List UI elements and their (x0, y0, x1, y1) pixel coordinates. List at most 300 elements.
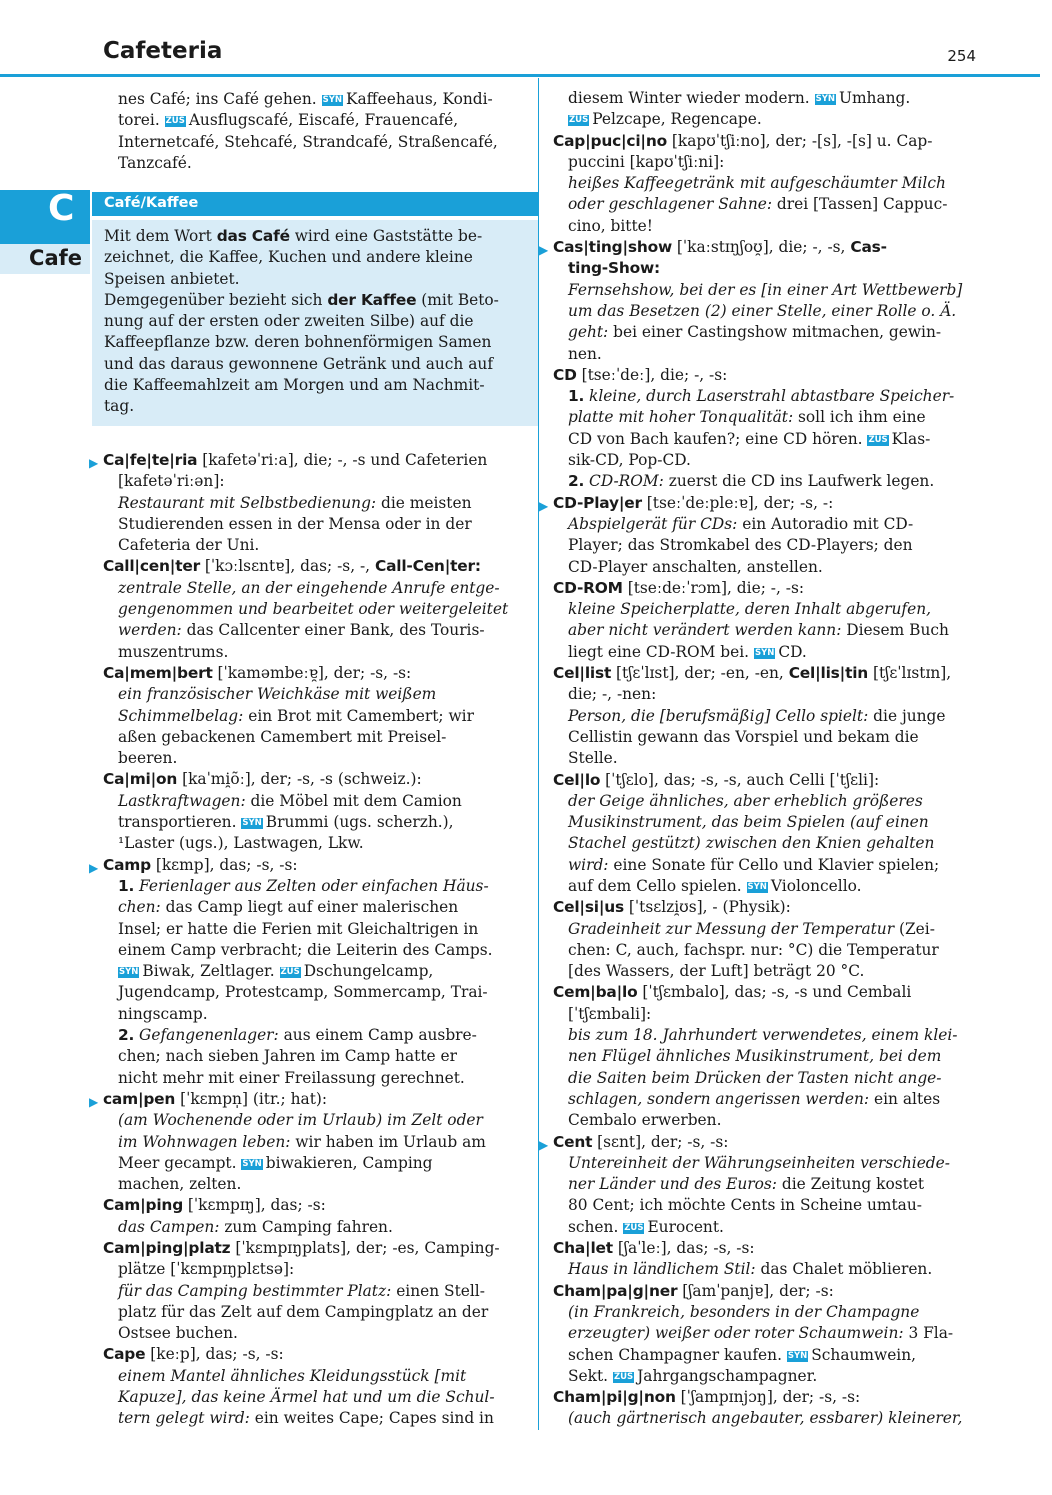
definition-text: erzeugter) weißer oder roter Schaumwein: (568, 1324, 904, 1343)
headword: Cha|let (553, 1239, 613, 1258)
entry-text: Biwak, Zeltlager. (142, 962, 280, 981)
text-line (103, 110, 513, 131)
text-line (553, 1025, 965, 1046)
info-box-text-segment: Demgegenüber bezieht sich (104, 290, 328, 309)
entry-text: Schaumwein, (811, 1345, 917, 1364)
text-line (103, 1004, 513, 1025)
definition-text: für das Camping bestimmter Platz: (118, 1281, 392, 1300)
header-rule (0, 74, 1040, 77)
text-line (539, 237, 965, 258)
entry-text: das Callcenter einer Bank, des Touris- (181, 621, 485, 640)
entry-text: [tʃɛˈlɪstɪn], (868, 664, 952, 683)
text-line (103, 1025, 513, 1046)
info-box-header (92, 192, 538, 216)
text-line (103, 1323, 513, 1344)
definition-text: platte mit hoher Tonqualität: (568, 408, 794, 427)
text-line (553, 855, 965, 876)
entry-text: puccini [kapʊˈtʃiːni]: (568, 152, 725, 171)
text-line (103, 961, 513, 982)
entry-text: Stelle. (568, 749, 618, 768)
guide-word-tab (0, 244, 90, 274)
entry-text: Insel; er hatte die Ferien mit Gleichaltrigen in (118, 919, 479, 938)
zus-badge: ZUS (280, 967, 300, 978)
text-line (553, 982, 965, 1003)
text-line (553, 344, 965, 365)
entry-text: [ˈʃampɪnjɔŋ], der; -s, -s: (675, 1388, 861, 1407)
entry-text: Cafeteria der Uni. (118, 536, 260, 555)
info-box-text-segment: wird eine Gaststätte be- (289, 227, 483, 245)
entry-arrow-icon: ▶ (89, 456, 99, 470)
text-line (103, 1132, 513, 1153)
definition-text: der Geige ähnliches, aber erheblich größeres (568, 791, 923, 810)
text-line (553, 1387, 965, 1408)
text-line (103, 1259, 513, 1280)
text-line (553, 1345, 965, 1366)
entry-text: Jugendcamp, Protestcamp, Sommercamp, Trai- (118, 983, 488, 1002)
entry-text: soll ich ihm eine (793, 408, 926, 427)
definition-text: werden: (118, 621, 182, 640)
text-line (553, 1068, 965, 1089)
definition-text: bis zum 18. Jahrhundert verwendetes, einem klei- (568, 1026, 958, 1045)
zus-badge: ZUS (868, 434, 888, 445)
entry-text: Sekt. (568, 1366, 613, 1385)
text-line (553, 1302, 965, 1323)
text-line (553, 919, 965, 940)
text-line (553, 684, 965, 705)
entry-text: die; -, -nen: (568, 685, 657, 704)
headword: 1. (118, 876, 135, 895)
text-line (553, 194, 965, 215)
text-line (553, 663, 965, 684)
text-line (553, 1408, 965, 1429)
entry-text: [ʃaˈleː], das; -s, -s: (612, 1239, 755, 1258)
entry-text: wir haben im Urlaub am (290, 1132, 486, 1151)
syn-badge: SYN (119, 967, 139, 978)
info-box-text-segment: die Kaffeemahlzeit am Morgen und am Nachmit- (104, 376, 485, 395)
entry-text: Internetcafé, Stehcafé, Strandcafé, Straßencafé, (118, 132, 498, 151)
entry-text: die Zeitung kostet (776, 1175, 925, 1194)
text-line (103, 706, 513, 727)
text-line (553, 876, 965, 897)
headword: Ca|mem|bert (103, 663, 213, 682)
entry-text: schen Champagner kaufen. (568, 1345, 787, 1364)
text-line (539, 1132, 965, 1153)
text-line (553, 620, 965, 641)
entry-text: muszentrums. (118, 642, 229, 661)
entry-text: [des Wassers, der Luft] beträgt 20 °C. (568, 962, 865, 981)
text-line (553, 301, 965, 322)
entry-text: Studierenden essen in der Mensa oder in der (118, 514, 472, 533)
text-line (89, 450, 513, 471)
entry-text: Cembalo erwerben. (568, 1111, 722, 1130)
entry-text: [keːp], das; -s, -s: (145, 1345, 284, 1364)
text-line (103, 812, 513, 833)
letter-tab (0, 190, 90, 244)
entry-text: nes Café; ins Café gehen. (118, 90, 322, 108)
entry-arrow-icon: ▶ (539, 498, 549, 513)
entry-text: [kaˈmi̯õː], der; -s, -s (schweiz.): (177, 770, 422, 789)
entry-text: Cellistin gewann das Vorspiel und bekam die (568, 727, 919, 746)
entry-text: drei [Tassen] Cappuc- (772, 195, 948, 214)
text-line (553, 578, 965, 599)
info-box-text-segment: und das daraus gewonnene Getränk und auch auf (104, 354, 494, 373)
definition-text: Schimmelbelag: (118, 706, 244, 725)
text-line (553, 1366, 965, 1387)
text-line (103, 1174, 513, 1195)
definition-text: CD-ROM: (584, 472, 664, 491)
text-line (103, 471, 513, 492)
entry-text: transportieren. (118, 813, 242, 832)
entry-text: Jahrgangschampagner. (637, 1366, 818, 1385)
entry-text: ein Brot mit Camembert; wir (243, 706, 474, 725)
entry-text: [ˈtsɛlzi̯ʊs], - (Physik): (624, 898, 791, 917)
text-line (103, 1366, 513, 1387)
text-line (103, 1046, 513, 1067)
text-line (553, 1110, 965, 1131)
headword: Call-Cen|ter: (374, 557, 481, 576)
headword: Cas|ting|show (553, 238, 672, 257)
text-line (103, 897, 513, 918)
text-line (553, 131, 965, 152)
entry-text: zum Camping fahren. (219, 1217, 393, 1236)
entry-text: [tʃɛˈlɪst], der; -en, -en, (611, 664, 789, 683)
headword: Cam|ping (103, 1196, 184, 1215)
text-line (553, 109, 965, 130)
text-line (103, 599, 513, 620)
text-line (553, 173, 965, 194)
entry-text: machen, zelten. (118, 1175, 242, 1194)
text-line (553, 833, 965, 854)
text-line (553, 557, 965, 578)
info-box-line (104, 226, 524, 247)
entry-text: Ostsee buchen. (118, 1324, 238, 1343)
definition-text: heißes Kaffeegetränk mit aufgeschäumter Milch (568, 174, 946, 193)
entry-text: beeren. (118, 749, 178, 768)
page-number: 254 (947, 47, 976, 65)
entry-text: [ˈtʃɛmbali]: (568, 1004, 652, 1023)
text-line (553, 1259, 965, 1280)
text-line (103, 1110, 513, 1131)
entry-text: nen. (568, 344, 602, 363)
entry-text: [kapʊˈtʃiːno], der; -[s], -[s] u. Cap- (667, 131, 933, 150)
text-line (103, 1344, 513, 1365)
entry-text: auf dem Cello spielen. (568, 876, 747, 895)
entry-text: Dschungelcamp, (303, 962, 434, 981)
entry-text: ningscamp. (118, 1004, 208, 1023)
text-line (103, 1153, 513, 1174)
definition-text: Kapuze], das keine Ärmel hat und um die Schul- (118, 1388, 495, 1407)
entry-text: chen; nach sieben Jahren im Camp hatte er (118, 1047, 457, 1066)
entry-text: Brummi (ugs. scherzh.), (265, 813, 454, 832)
definition-text: nen Flügel ähnliches Musikinstrument, bei dem (568, 1047, 942, 1066)
text-line (553, 1217, 965, 1238)
guide-word: Cafe (29, 246, 82, 270)
info-box-line (104, 396, 524, 417)
headword: Cel|lo (553, 770, 601, 789)
text-line (103, 89, 513, 110)
text-line (103, 876, 513, 897)
definition-text: tern gelegt wird: (118, 1409, 250, 1428)
definition-text: Lastkraftwagen: (118, 791, 246, 810)
text-line (103, 940, 513, 961)
right-column-entries (539, 88, 965, 1430)
definition-text: einem Mantel ähnliches Kleidungsstück [mit (118, 1366, 467, 1385)
syn-badge: SYN (242, 1158, 262, 1169)
definition-text: kleine, durch Laserstrahl abtastbare Speicher- (584, 387, 955, 406)
entry-text: [ˈkɛmpɪŋplats], der; -es, Camping- (230, 1238, 500, 1257)
definition-text: um das Besetzen (2) einer Stelle, einer Rolle o. Ä. (568, 301, 957, 320)
entry-text: [ˈtʃɛmbalo], das; -s, -s und Cembali (637, 983, 912, 1002)
definition-text: (am Wochenende oder im Urlaub) im Zelt oder (118, 1111, 483, 1130)
text-line (103, 1387, 513, 1408)
entry-text: [ˈkɛmpn̩] (itr.; hat): (175, 1089, 328, 1108)
headword: Cham|pi|g|non (553, 1388, 676, 1407)
text-line (103, 919, 513, 940)
headword: Cape (103, 1345, 146, 1364)
definition-text: chen: (118, 898, 161, 917)
headword: ting-Show: (568, 259, 660, 278)
text-line (103, 982, 513, 1003)
info-box-text (104, 226, 524, 418)
entry-text: das Chalet möblieren. (755, 1260, 933, 1279)
entry-text: cino, bitte! (568, 216, 653, 235)
text-line (553, 258, 965, 279)
entry-text: die junge (868, 706, 946, 725)
entry-text: platz für das Zelt auf dem Campingplatz an der (118, 1302, 489, 1321)
entry-text: einen Stell- (391, 1281, 485, 1300)
entry-text: [ˈkaːstɪŋʃoʊ̯], die; -, -s, (672, 238, 851, 257)
text-line (553, 322, 965, 343)
info-box-text-segment: (mit Beto- (416, 290, 499, 309)
info-box-text-segment: tag. (104, 397, 135, 416)
entry-arrow-icon: ▶ (539, 243, 549, 258)
entry-text: bei einer Castingshow mitmachen, gewin- (608, 323, 942, 342)
zus-badge: ZUS (569, 115, 589, 126)
left-column-entries (89, 450, 513, 1430)
entry-text: torei. (118, 111, 165, 130)
entry-text: aus einem Camp ausbre- (278, 1026, 477, 1045)
text-line (553, 365, 965, 386)
entry-text: die Möbel mit dem Camion (245, 791, 462, 810)
entry-text: Ausflugscafé, Eiscafé, Frauencafé, (188, 111, 459, 130)
text-line (553, 706, 965, 727)
text-line (103, 748, 513, 769)
text-line (553, 1153, 965, 1174)
entry-text: [tseːˈdeː], die; -, -s: (576, 365, 728, 384)
entry-text: [ˈkaməmbeːɐ̯], der; -s, -s: (212, 663, 412, 682)
entry-text: Tanzcafé. (118, 153, 192, 172)
syn-badge: SYN (787, 1350, 808, 1361)
entry-text: [tseːˈdeːpleːɐ], der; -s, -: (641, 493, 834, 512)
info-box-keyword: das Café (216, 227, 290, 245)
headword: Cap|puc|ci|no (553, 131, 667, 150)
entry-text: Diesem Buch (841, 621, 949, 640)
entry-text: CD von Bach kaufen?; eine CD hören. (568, 429, 868, 448)
text-line (103, 1281, 513, 1302)
entry-text: Klas- (891, 429, 931, 448)
entry-text: [ˈtʃɛlo], das; -s, -s, auch Celli [ˈtʃɛli]: (600, 770, 880, 789)
text-line (103, 1238, 513, 1259)
headword: cam|pen (103, 1089, 176, 1108)
text-line (103, 556, 513, 577)
syn-badge: SYN (242, 818, 262, 829)
headword: 2. (568, 472, 585, 491)
definition-text: Haus in ländlichem Stil: (568, 1260, 756, 1279)
headword: Cent (553, 1132, 593, 1151)
text-line (553, 1281, 965, 1302)
entry-text: ein altes (869, 1089, 941, 1108)
text-line (553, 940, 965, 961)
zus-badge: ZUS (624, 1222, 644, 1233)
definition-text: schlagen, sondern angerissen werden: (568, 1089, 870, 1108)
text-line (553, 1089, 965, 1110)
entry-text: einem Camp verbracht; die Leiterin des Camps. (118, 940, 493, 959)
definition-text: Untereinheit der Währungseinheiten verschiede- (568, 1153, 950, 1172)
info-box-line (104, 247, 524, 268)
definition-text: ner Länder und des Euros: (568, 1175, 777, 1194)
text-line (103, 791, 513, 812)
entry-text: Kaffeehaus, Kondi- (346, 90, 493, 108)
text-line (553, 450, 965, 471)
entry-text: [kɛmp], das; -s, -s: (150, 855, 298, 874)
text-line (553, 280, 965, 301)
definition-text: zentrale Stelle, an der eingehende Anrufe entge- (118, 578, 500, 597)
info-box-text-segment: Mit dem Wort (104, 227, 217, 245)
entry-arrow-icon: ▶ (89, 860, 99, 875)
headword: CD-ROM (553, 578, 623, 597)
text-line (553, 535, 965, 556)
definition-text: ein französischer Weichkäse mit weißem (118, 685, 437, 704)
definition-text: das Campen: (118, 1217, 220, 1236)
definition-text: Musikinstrument, das beim Spielen (auf einen (568, 813, 929, 832)
info-box-text-segment: Speisen anbietet. (104, 269, 240, 288)
text-line (553, 386, 965, 407)
entry-text: [tseːdeːˈrɔm], die; -, -s: (622, 578, 805, 597)
entry-text: [kafetəˈriːa], die; -, -s und Cafeterien (197, 451, 488, 469)
info-box-line (104, 332, 524, 353)
syn-badge: SYN (322, 95, 342, 105)
headword: CD (553, 365, 577, 384)
entry-text: liegt eine CD-ROM bei. (568, 642, 754, 661)
entry-text: nicht mehr mit einer Freilassung gerechnet. (118, 1068, 465, 1087)
text-line (103, 514, 513, 535)
text-line (553, 88, 965, 109)
page-title: Cafeteria (103, 38, 223, 64)
text-line (553, 770, 965, 791)
entry-text: ein weites Cape; Capes sind in (249, 1409, 494, 1428)
entry-text: CD. (778, 642, 807, 661)
entry-text: Violoncello. (770, 876, 862, 895)
text-line (103, 663, 513, 684)
text-line (103, 684, 513, 705)
entry-text: sik-CD, Pop-CD. (568, 451, 691, 470)
left-column-top (103, 89, 513, 174)
definition-text: (auch gärtnerisch angebauter, essbarer) kleinerer, (568, 1409, 963, 1428)
entry-text: (Zei- (894, 919, 935, 938)
definition-text: oder geschlagener Sahne: (568, 195, 773, 214)
text-line (553, 897, 965, 918)
text-line (553, 1323, 965, 1344)
headword: Cel|si|us (553, 898, 625, 917)
definition-text: geht: (568, 323, 609, 342)
entry-text: [ˈkɛmpɪŋ], das; -s: (183, 1196, 326, 1215)
entry-arrow-icon: ▶ (89, 1094, 99, 1109)
text-line (103, 1068, 513, 1089)
entry-text: Player; das Stromkabel des CD-Players; den (568, 536, 913, 555)
text-line (553, 152, 965, 173)
definition-text: Fernsehshow, bei der es [in einer Art Wettbewerb] (568, 280, 963, 299)
entry-text: 3 Fla- (903, 1324, 954, 1343)
info-box-line (104, 375, 524, 396)
text-line (553, 812, 965, 833)
headword: Cel|list (553, 664, 612, 683)
text-line (553, 1046, 965, 1067)
text-line (103, 1302, 513, 1323)
headword: Call|cen|ter (103, 557, 200, 576)
text-line (553, 791, 965, 812)
text-line (103, 535, 513, 556)
text-line (553, 748, 965, 769)
headword: Cas- (850, 238, 887, 257)
letter-tab-letter: C (48, 188, 75, 229)
info-box-line (104, 354, 524, 375)
headword: Cham|pa|g|ner (553, 1281, 678, 1300)
entry-text: 80 Cent; ich möchte Cents in Scheine umtau- (568, 1196, 922, 1215)
text-line (103, 727, 513, 748)
definition-text: wird: (568, 855, 609, 874)
text-line (553, 961, 965, 982)
headword: Cem|ba|lo (553, 983, 638, 1002)
text-line (553, 216, 965, 237)
entry-text: diesem Winter wieder modern. (568, 89, 815, 107)
entry-text: das Camp liegt auf einer malerischen (160, 898, 459, 917)
info-box-text-segment: nung auf der ersten oder zweiten Silbe) auf die (104, 312, 474, 331)
text-line (103, 769, 513, 790)
column-divider (538, 78, 539, 1430)
headword: Cam|ping|platz (103, 1238, 231, 1257)
headword: CD-Play|er (553, 493, 642, 512)
text-line (103, 153, 513, 174)
text-line (553, 429, 965, 450)
entry-text: biwakieren, Camping (265, 1153, 433, 1172)
entry-text: Eurocent. (647, 1217, 724, 1236)
definition-text: Stachel gestützt) zwischen den Knien gehalten (568, 834, 935, 853)
text-line (553, 407, 965, 428)
entry-text: zuerst die CD ins Laufwerk legen. (663, 472, 935, 491)
syn-badge: SYN (754, 647, 775, 658)
entry-text: [kafetəˈriːən]: (118, 472, 225, 491)
info-box-title: Café/Kaffee (104, 195, 199, 211)
text-line (103, 132, 513, 153)
text-line (103, 642, 513, 663)
info-box-text-segment: zeichnet, die Kaffee, Kuchen und andere kleine (104, 248, 473, 267)
text-line (103, 1408, 513, 1429)
text-line (539, 493, 965, 514)
definition-text: Gefangenenlager: (134, 1026, 279, 1045)
syn-badge: SYN (747, 881, 767, 892)
text-line (553, 727, 965, 748)
entry-text: Meer gecampt. (118, 1153, 242, 1172)
entry-text: die meisten (376, 493, 472, 512)
text-line (103, 578, 513, 599)
definition-text: Person, die [berufsmäßig] Cello spielt: (568, 706, 869, 725)
entry-text: [sɛnt], der; -s, -s: (592, 1132, 729, 1151)
text-line (553, 1238, 965, 1259)
text-line (553, 599, 965, 620)
headword: 2. (118, 1026, 135, 1045)
definition-text: aber nicht verändert werden kann: (568, 621, 842, 640)
definition-text: gengenommen und bearbeitet oder weitergeleitet (118, 600, 509, 619)
